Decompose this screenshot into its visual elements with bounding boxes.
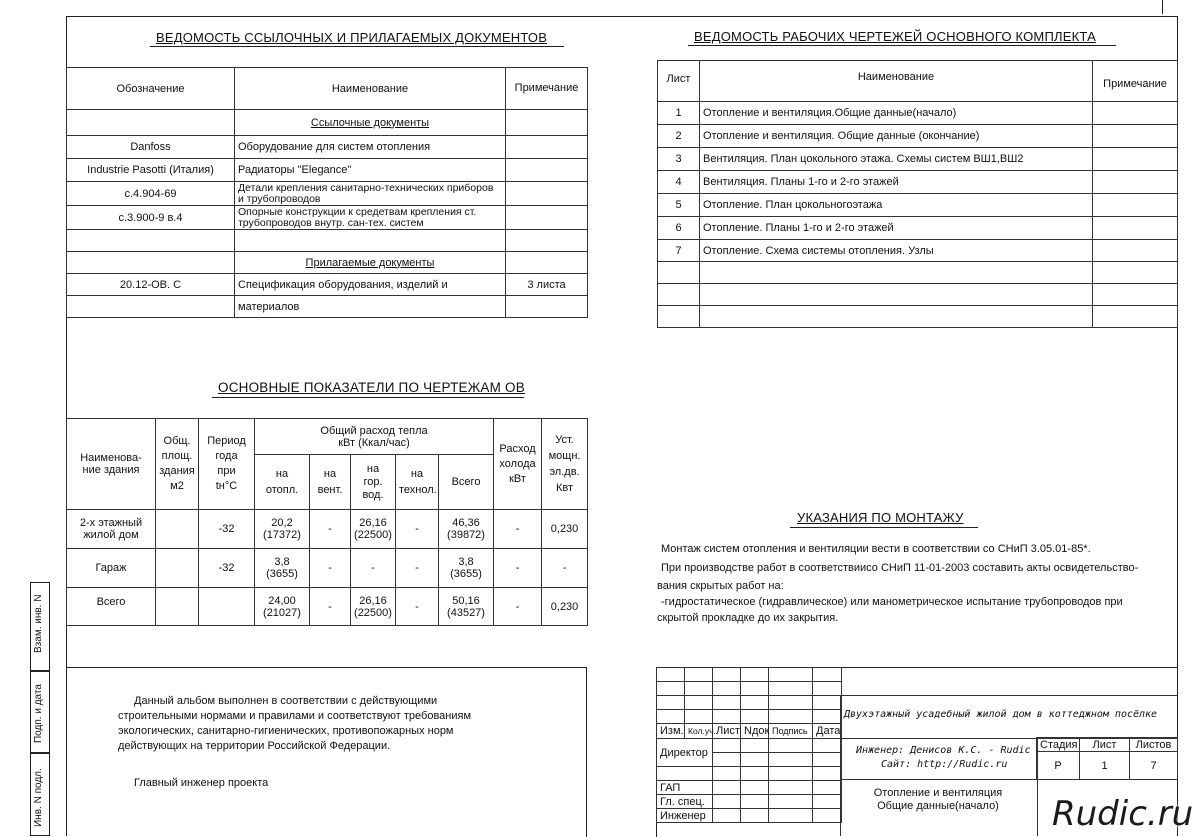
ind-row-vent: - (310, 549, 351, 588)
ref-title-underline (150, 46, 564, 47)
ind-h-heat: Общий расход тепла кВт (Ккал/час) (255, 419, 494, 455)
compliance-line: действующих на территории Российской Федерации. (118, 740, 391, 752)
ind-row-tech: - (396, 588, 439, 626)
ind-row-heat: 3,8 (3655) (255, 549, 310, 588)
side-box-sign-date (30, 670, 50, 754)
drawing-name: Отопление. Схема системы отопления. Узлы (700, 240, 1093, 262)
ref-header-note: Примечание (506, 68, 588, 110)
drawing-name: Отопление и вентиляция.Общие данные(начало) (700, 102, 1093, 125)
stamp-col-kol: Кол.уч. (685, 724, 713, 739)
ind-row-water: 26,16 (22500) (351, 510, 396, 549)
sheet-corner-mark (1162, 0, 1163, 14)
ind-h-area: Общ. площ. здания м2 (156, 419, 199, 510)
ref-row-code: Industrie Pasotti (Италия) (67, 159, 235, 182)
compliance-note-box (66, 667, 587, 837)
drawings-header-name: Наименование (700, 61, 1093, 102)
stamp-sheet-label: Лист (1080, 738, 1130, 752)
ind-row-total: 46,36 (39872) (439, 510, 494, 549)
drawing-name: Вентиляция. План цокольного этажа. Схемы систем ВШ1,ВШ2 (700, 148, 1093, 171)
ind-h-power: Уст. мощн. эл.дв. Квт (542, 419, 588, 510)
stamp-role-director: Директор (657, 739, 713, 767)
drawings-table (657, 60, 1178, 328)
ind-row-tech: - (396, 549, 439, 588)
stamp-stage-value: Р (1037, 752, 1080, 780)
ref-row-name: Опорные конструкции к средетвам крепления ст. трубопроводов внутр. сан-тех. систем (235, 206, 506, 230)
ind-row-name: Гараж (67, 549, 156, 588)
mounting-p1: Монтаж систем отопления и вентиляции вести в соответствии со СНиП 3.05.01-85*. (661, 543, 1091, 555)
ref-section-title: Ссылочные документы (235, 110, 506, 136)
rudic-watermark: Rudic.ru (1052, 794, 1194, 834)
drawings-header-sheet: Лист (658, 61, 700, 102)
stamp-sheets-value: 7 (1130, 752, 1178, 780)
stamp-role-chief-spec: Гл. спец. (657, 795, 713, 809)
att-row-name-cont: материалов (235, 296, 506, 318)
ref-docs-title: ВЕДОМОСТЬ ССЫЛОЧНЫХ И ПРИЛАГАЕМЫХ ДОКУМЕНТОВ (156, 30, 548, 45)
ref-docs-table (66, 67, 588, 318)
drawing-num: 7 (658, 240, 700, 262)
ind-row-vent: - (310, 510, 351, 549)
ind-row-heat: 24,00 (21027) (255, 588, 310, 626)
stamp-role-gap: ГАП (657, 781, 713, 795)
indicators-title-underline (212, 397, 524, 398)
ind-row-period: -32 (199, 510, 255, 549)
mounting-title-underline (790, 527, 978, 528)
side-label-orig-inv: Инв. N подл. (33, 768, 44, 827)
drawings-header-note: Примечание (1093, 61, 1178, 102)
ref-row-code: с.4.904-69 (67, 182, 235, 206)
ref-row-name: Детали крепления санитарно-технических приборов и трубопроводов (235, 182, 506, 206)
ind-row-area (156, 549, 199, 588)
sheet-frame-top (67, 16, 1177, 17)
side-box-replace-inv (30, 582, 50, 672)
ref-row-name: Оборудование для систем отопления (235, 136, 506, 159)
indicators-title: ОСНОВНЫЕ ПОКАЗАТЕЛИ ПО ЧЕРТЕЖАМ ОВ (218, 380, 525, 395)
stamp-sheet-value: 1 (1080, 752, 1130, 780)
ind-row-cold: - (494, 588, 542, 626)
drawing-name: Отопление и вентиляция. Общие данные (окончание) (700, 125, 1093, 148)
ind-h-period: Период года при tн°С (199, 419, 255, 510)
ind-row-period: -32 (199, 549, 255, 588)
side-label-replace-inv: Взам. инв. N (33, 594, 44, 653)
ind-row-power: 0,230 (542, 510, 588, 549)
ind-row-water: 26,16 (22500) (351, 588, 396, 626)
ind-row-tech: - (396, 510, 439, 549)
ref-header-code: Обозначение (67, 68, 235, 110)
drawing-name: Отопление. Планы 1-го и 2-го этажей (700, 217, 1093, 240)
ind-h-heat-sub: на гор. вод. (351, 455, 396, 510)
ind-row-area (156, 510, 199, 549)
mounting-p2b: вания скрытых работ на: (657, 580, 784, 592)
stamp-sheets-label: Листов (1130, 738, 1178, 752)
stamp-col-izm: Изм. (657, 724, 685, 739)
drawings-title: ВЕДОМОСТЬ РАБОЧИХ ЧЕРТЕЖЕЙ ОСНОВНОГО КОМПЛЕКТА (694, 29, 1096, 44)
drawing-num: 2 (658, 125, 700, 148)
ind-h-heat-sub: на отопл. (255, 455, 310, 510)
stamp-col-list: Лист (713, 724, 741, 739)
drawing-name: Отопление. План цокольногоэтажа (700, 194, 1093, 217)
ref-row-code: Danfoss (67, 136, 235, 159)
ind-row-period (199, 588, 255, 626)
ref-row-name: Радиаторы "Elegance" (235, 159, 506, 182)
side-label-sign-date: Подп. и дата (33, 684, 44, 743)
stamp-col-ndok: Nдок (741, 724, 769, 739)
mounting-p3a: -гидростатическое (гидравлическое) или манометрическое испытание трубопроводов при (661, 596, 1123, 608)
ind-row-cold: - (494, 510, 542, 549)
att-row-note: 3 листа (506, 274, 588, 296)
ind-row-total: 50,16 (43527) (439, 588, 494, 626)
compliance-line: строительными нормами и правилами и соответствуют требованиям (118, 710, 472, 722)
ind-row-power: - (542, 549, 588, 588)
ind-row-name: Всего (67, 588, 156, 626)
ind-row-area (156, 588, 199, 626)
stamp-project-title: Двухэтажный усадебный жилой дом в коттеджном посёлке (844, 709, 1158, 720)
ind-row-vent: - (310, 588, 351, 626)
mounting-p3b: скрытой прокладке до их закрытия. (657, 612, 839, 624)
chief-engineer-label: Главный инженер проекта (134, 777, 269, 789)
ind-row-cold: - (494, 549, 542, 588)
ref-header-name: Наименование (235, 68, 506, 110)
stamp-engineer-site: Сайт: http://Rudic.ru (881, 759, 1008, 770)
drawing-num: 1 (658, 102, 700, 125)
compliance-line: экологических, санитарно-гигиенических, противопожарных норм (118, 725, 454, 737)
att-section-title: Прилагаемые документы (235, 252, 506, 274)
att-row-name: Спецификация оборудования, изделий и (235, 274, 506, 296)
stamp-stage-table (1036, 737, 1178, 780)
drawing-num: 3 (658, 148, 700, 171)
drawings-title-underline (688, 45, 1116, 46)
drawing-num: 5 (658, 194, 700, 217)
stamp-col-sign: Подпись (769, 724, 813, 739)
drawing-num: 6 (658, 217, 700, 240)
att-row-code: 20.12-ОВ. С (67, 274, 235, 296)
ind-row-total: 3,8 (3655) (439, 549, 494, 588)
stamp-role-engineer: Инженер (657, 809, 713, 823)
stamp-grid (656, 667, 842, 823)
stamp-sheet-title-1: Отопление и вентиляция (873, 787, 1003, 799)
ind-h-cold: Расход холода кВт (494, 419, 542, 510)
ind-h-name: Наименова- ние здания (67, 419, 156, 510)
ind-row-heat: 20,2 (17372) (255, 510, 310, 549)
mounting-title: УКАЗАНИЯ ПО МОНТАЖУ (797, 510, 964, 525)
indicators-table (66, 418, 588, 626)
stamp-stage-label: Стадия (1037, 738, 1080, 752)
stamp-col-date: Дата (813, 724, 842, 739)
ind-h-heat-sub: на технол. (396, 455, 439, 510)
compliance-line: Данный альбом выполнен в соответствии с действующими (134, 695, 438, 707)
stamp-engineer-name: Инженер: Денисов К.С. - Rudic (856, 745, 1031, 756)
ind-row-power: 0,230 (542, 588, 588, 626)
ref-row-code: с.3.900-9 в.4 (67, 206, 235, 230)
ind-row-name: 2-х этажный жилой дом (67, 510, 156, 549)
drawing-name: Вентиляция. Планы 1-го и 2-го этажей (700, 171, 1093, 194)
stamp-sheet-title-2: Общие данные(начало) (877, 800, 999, 812)
ind-row-water: - (351, 549, 396, 588)
ind-h-heat-sub: Всего (439, 455, 494, 510)
ind-h-heat-sub: на вент. (310, 455, 351, 510)
side-box-orig-inv (30, 752, 50, 836)
mounting-p2a: При производстве работ в соответствиисо СНиП 11-01-2003 составить акты освидетельство- (661, 562, 1139, 574)
drawing-num: 4 (658, 171, 700, 194)
